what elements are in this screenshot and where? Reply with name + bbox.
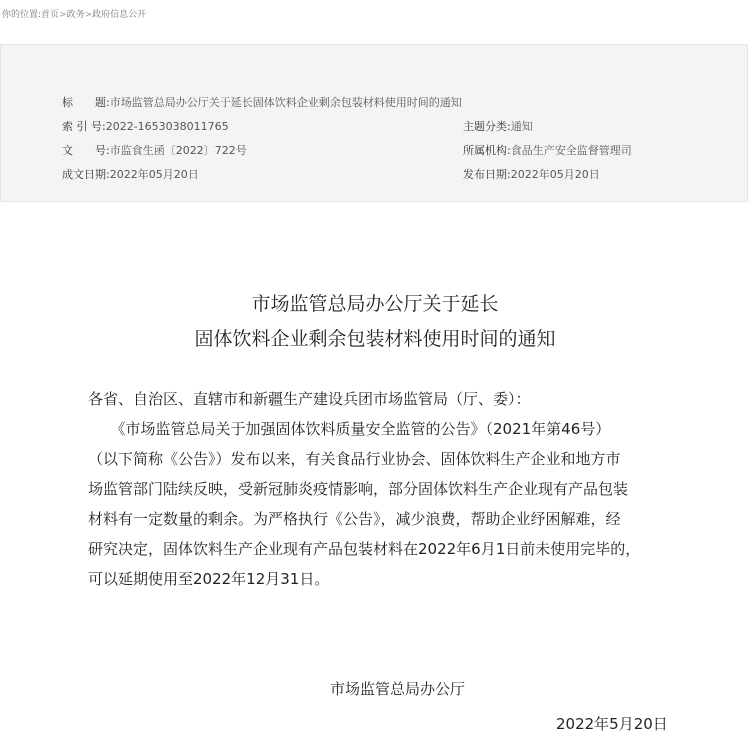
meta-published-value: 2022年05月20日 xyxy=(510,168,600,181)
meta-title-value: 市场监管总局办公厅关于延长固体饮料企业剩余包装材料使用时间的通知 xyxy=(109,96,462,109)
breadcrumb-affairs-link[interactable]: 政务 xyxy=(66,10,85,20)
document-paragraph-line: 研究决定，固体饮料生产企业现有产品包装材料在2022年6月1日前未使用完毕的， xyxy=(88,540,641,558)
breadcrumb xyxy=(2,7,146,20)
document-paragraph-line: 可以延期使用至2022年12月31日。 xyxy=(88,570,330,588)
breadcrumb-info-link[interactable]: 政府信息公开 xyxy=(92,10,147,20)
meta-published-row xyxy=(463,166,600,182)
meta-category-label: 主题分类: xyxy=(463,120,511,133)
meta-created-row xyxy=(62,166,199,182)
meta-org-value: 食品生产安全监督管理司 xyxy=(510,144,632,157)
meta-docno-row xyxy=(62,142,247,158)
document-paragraph-line: 场监管部门陆续反映，受新冠肺炎疫情影响，部分固体饮料生产企业现有产品包装 xyxy=(88,480,629,498)
meta-category-value: 通知 xyxy=(510,120,533,133)
breadcrumb-home-link[interactable]: 你的位置:首页 xyxy=(2,10,60,20)
meta-published-label: 发布日期: xyxy=(463,168,511,181)
meta-category-row xyxy=(463,118,533,134)
meta-org-label: 所属机构: xyxy=(463,144,511,157)
meta-index-value: 2022-1653038011765 xyxy=(105,120,229,133)
meta-index-row xyxy=(62,118,229,134)
meta-title-row xyxy=(62,94,462,110)
signature-organization: 市场监管总局办公厅 xyxy=(330,680,466,698)
meta-docno-value: 市监食生函〔2022〕722号 xyxy=(109,144,247,157)
meta-org-row xyxy=(463,142,632,158)
document-title-line-1: 市场监管总局办公厅关于延长 xyxy=(251,293,499,315)
document-paragraph-line: 《市场监管总局关于加强固体饮料质量安全监管的公告》（2021年第46号） xyxy=(88,420,611,438)
meta-index-label: 索 引 号: xyxy=(62,120,106,133)
breadcrumb-separator: > xyxy=(84,10,93,20)
signature-date: 2022年5月20日 xyxy=(556,715,668,733)
document-paragraph-line: （以下简称《公告》）发布以来，有关食品行业协会、固体饮料生产企业和地方市 xyxy=(88,450,621,468)
document-title-line-2: 固体饮料企业剩余包装材料使用时间的通知 xyxy=(194,328,556,350)
document-paragraph-line: 材料有一定数量的剩余。为严格执行《公告》，减少浪费，帮助企业纾困解难，经 xyxy=(88,510,621,528)
meta-title-label: 标 题: xyxy=(62,96,110,109)
breadcrumb-separator: > xyxy=(59,10,67,20)
meta-created-value: 2022年05月20日 xyxy=(109,168,199,181)
meta-docno-label: 文 号: xyxy=(62,144,110,157)
meta-created-label: 成文日期: xyxy=(62,168,110,181)
document-salutation: 各省、自治区、直辖市和新疆生产建设兵团市场监管局（厅、委）： xyxy=(88,390,531,408)
